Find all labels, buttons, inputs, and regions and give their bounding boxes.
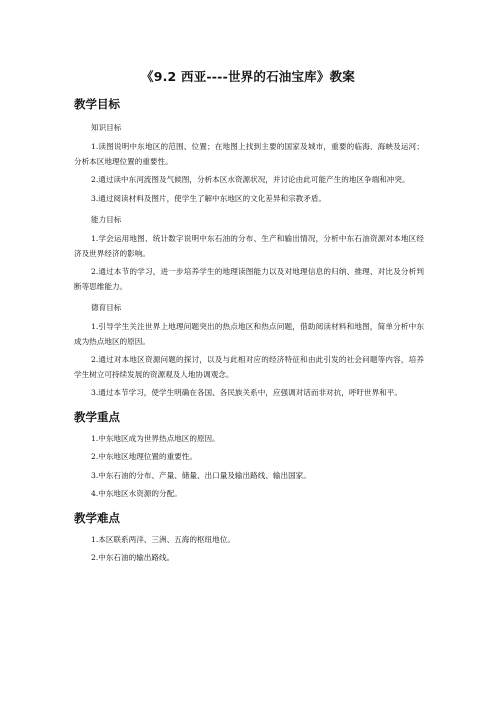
section-heading-difficult-points: 教学难点	[74, 510, 120, 525]
paragraph: 3.通过本节学习，使学生明确在各国、各民族关系中，应强调对话而非对抗，呼吁世界和平。	[91, 388, 402, 397]
subheading-knowledge: 知识目标	[91, 123, 122, 132]
paragraph: 3.中东石油的分布、产量、储量、出口量及输出路线、输出国家。	[91, 470, 311, 480]
document-body	[74, 94, 424, 570]
paragraph: 4.中东地区水资源的分配。	[91, 489, 182, 498]
paragraph: 2.通过读中东河流图及气候图，分析本区水资源状况，并讨论由此可能产生的地区争端和冲突。	[91, 175, 410, 184]
paragraph: 1.学会运用地图、统计数字说明中东石油的分布、生产和输出情况，分析中东石油资源对本地区经济及世界经济的影响。	[74, 234, 424, 258]
paragraph: 2.中东石油的输出路线。	[91, 553, 175, 562]
paragraph: 1.中东地区成为世界热点地区的原因。	[91, 433, 220, 443]
subheading-ability: 能力目标	[91, 215, 122, 224]
document-title: 《9.2 西亚----世界的石油宝库》教案	[141, 69, 355, 84]
section-heading-key-points: 教学重点	[74, 409, 120, 424]
section-heading-objectives: 教学目标	[74, 97, 120, 111]
paragraph: 1.读图说明中东地区的范围、位置；在地图上找到主要的国家及城市，重要的临海、海峡及运河；分析本区地理位置的重要性。	[74, 142, 424, 166]
paragraph: 2.中东地区地理位置的重要性。	[91, 452, 197, 461]
paragraph: 1.本区联系两洋、三洲、五海的枢纽地位。	[91, 534, 235, 544]
paragraph: 2.通过对本地区资源问题的探讨，以及与此相对应的经济特征和由此引发的社会问题等内容，培养学生树立可持续发展的资源观及人地协调观念。	[74, 355, 424, 379]
paragraph: 1.引导学生关注世界上地理问题突出的热点地区和热点问题，借助阅读材料和地图，简单分析中东成为热点地区的原因。	[74, 322, 424, 346]
paragraph: 2.通过本节的学习，进一步培养学生的地理读图能力以及对地理信息的归纳、推理、对比及分析判断等思维能力。	[74, 267, 424, 291]
subheading-moral: 德育目标	[91, 303, 122, 312]
paragraph: 3.通过阅读材料及图片，使学生了解中东地区的文化差异和宗教矛盾。	[91, 193, 327, 203]
